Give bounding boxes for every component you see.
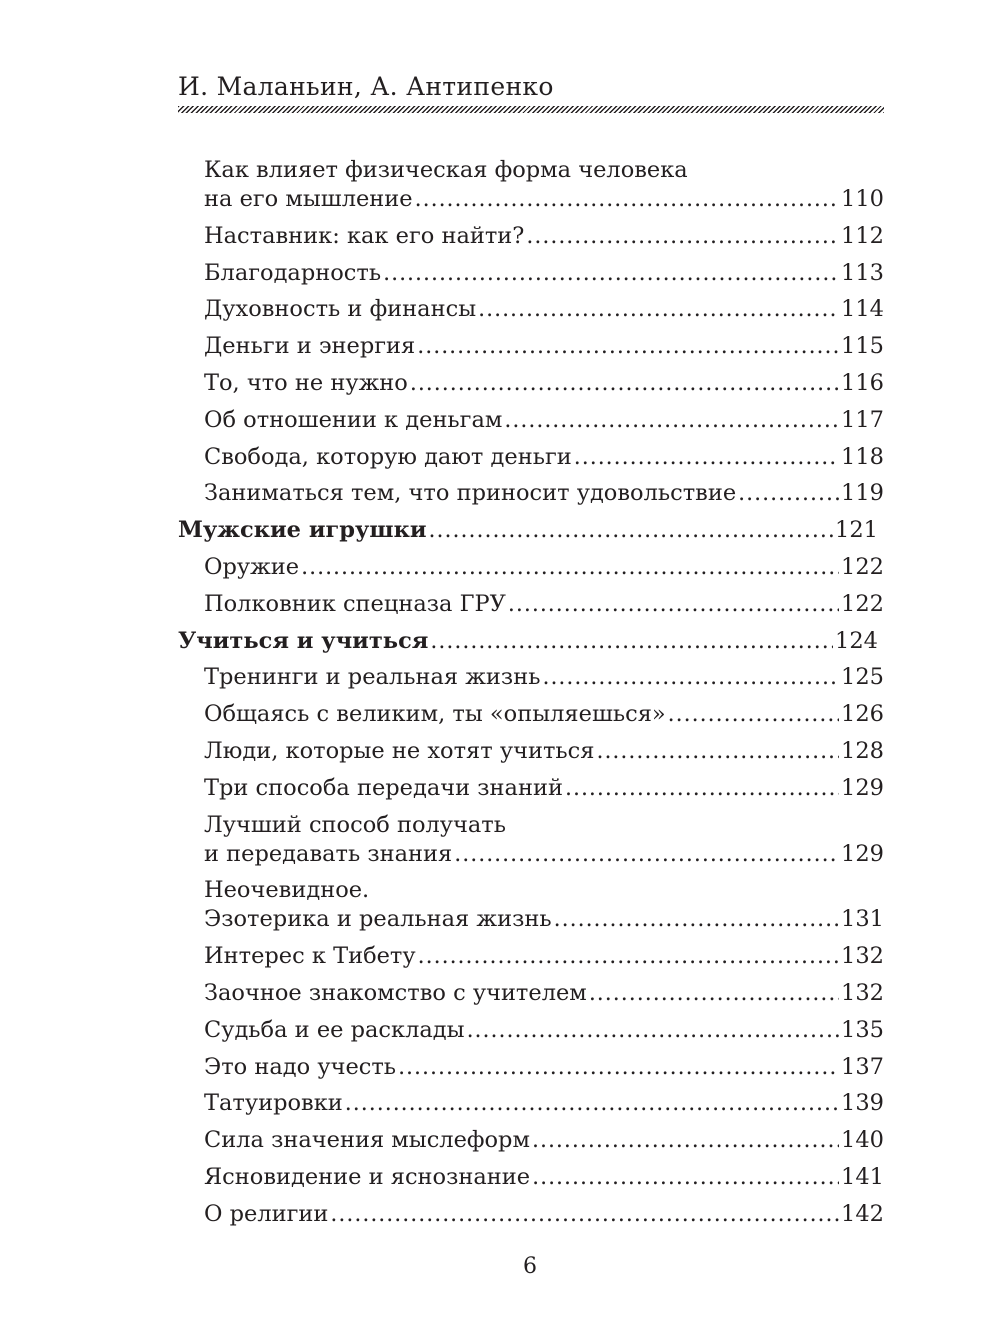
toc-entry-row xyxy=(204,332,884,361)
toc-entry-page: 126 xyxy=(841,701,884,728)
toc-entry-page: 137 xyxy=(841,1053,884,1080)
toc-entry-row xyxy=(204,942,884,971)
dot-leader xyxy=(330,1200,839,1229)
toc-entry-title: Три способа передачи знаний xyxy=(204,774,563,801)
dot-leader xyxy=(467,1016,839,1045)
toc-entry xyxy=(178,369,884,398)
toc-entry-title: То, что не нужно xyxy=(204,369,408,396)
toc-entry-title: Заниматься тем, что приносит удовольствие xyxy=(204,480,737,507)
toc-entry xyxy=(178,942,884,971)
toc-entry-title: Эзотерика и реальная жизнь xyxy=(204,906,552,933)
dot-leader xyxy=(429,516,834,545)
toc-entry-row xyxy=(204,1200,884,1229)
toc-entry-page: 131 xyxy=(841,906,884,933)
toc-entry-page: 117 xyxy=(841,406,884,433)
toc-entry-row xyxy=(204,1163,884,1192)
toc-entry-title: Об отношении к деньгам xyxy=(204,406,503,433)
toc-entry-row xyxy=(204,905,884,934)
toc-entry xyxy=(178,774,884,803)
toc-entry-page: 122 xyxy=(841,553,884,580)
toc-entry-row xyxy=(178,627,878,656)
dot-leader xyxy=(565,774,839,803)
toc-entry xyxy=(178,259,884,288)
toc-entry-row xyxy=(204,700,884,729)
toc-entry-title: Тренинги и реальная жизнь xyxy=(204,664,541,691)
toc-entry-title: Интерес к Тибету xyxy=(204,943,416,970)
toc-entry-page: 112 xyxy=(841,222,884,249)
toc-entry-page: 119 xyxy=(841,480,884,507)
toc-entry-row xyxy=(204,259,884,288)
toc-entry-title-line1: Лучший способ получать xyxy=(204,811,507,838)
toc-entry xyxy=(178,332,884,361)
toc-entry-row xyxy=(204,295,884,324)
toc-entry-page: 121 xyxy=(835,517,878,544)
toc-entry xyxy=(178,700,884,729)
dot-leader xyxy=(415,185,839,214)
dot-leader xyxy=(398,1053,839,1082)
toc-entry-row xyxy=(204,443,884,472)
toc-entry-row xyxy=(204,553,884,582)
toc-entry xyxy=(178,1126,884,1155)
toc-entry-title: Сила значения мыслеформ xyxy=(204,1127,530,1154)
toc-entry xyxy=(178,1053,884,1082)
header-rule xyxy=(178,106,884,113)
toc-entry-row xyxy=(204,737,884,766)
toc-entry xyxy=(178,1200,884,1229)
toc-entry xyxy=(178,979,884,1008)
toc-entry-title: Это надо учесть xyxy=(204,1053,397,1080)
toc-entry xyxy=(178,1016,884,1045)
toc-entry-page: 132 xyxy=(841,943,884,970)
page-number: 6 xyxy=(523,1254,537,1279)
toc-entry xyxy=(178,590,884,619)
toc-entry-title: на его мышление xyxy=(204,186,413,212)
dot-leader xyxy=(508,590,839,619)
toc-entry-page: 140 xyxy=(841,1127,884,1154)
toc-entry-title: Полковник спецназа ГРУ xyxy=(204,590,506,617)
toc-entry-title: Учиться и учиться xyxy=(178,627,429,654)
toc-entry-row xyxy=(204,774,884,803)
toc-entry-row xyxy=(204,369,884,398)
dot-leader xyxy=(554,905,839,934)
dot-leader xyxy=(418,942,839,971)
toc-entry xyxy=(178,811,884,869)
toc-entry-title: Общаясь с великим, ты «опыляешься» xyxy=(204,701,666,728)
dot-leader xyxy=(526,222,839,251)
toc-entry xyxy=(178,663,884,692)
toc-entry-title: Люди, которые не хотят учиться xyxy=(204,737,595,764)
toc-entry-title: Мужские игрушки xyxy=(178,517,427,544)
toc-entry-row xyxy=(204,1016,884,1045)
table-of-contents xyxy=(178,156,884,1237)
running-head: И. Маланьин, А. Антипенко xyxy=(178,72,554,101)
toc-entry-title: Наставник: как его найти? xyxy=(204,222,525,249)
toc-section-entry xyxy=(178,627,884,656)
dot-leader xyxy=(410,369,839,398)
toc-entry-row xyxy=(204,1053,884,1082)
toc-entry-page: 113 xyxy=(841,259,884,286)
toc-entry-title: Деньги и энергия xyxy=(204,333,416,360)
toc-entry-row xyxy=(204,840,884,869)
toc-entry-page: 125 xyxy=(841,664,884,691)
dot-leader xyxy=(738,479,839,508)
toc-entry-page: 128 xyxy=(841,737,884,764)
toc-entry xyxy=(178,222,884,251)
dot-leader xyxy=(532,1163,839,1192)
dot-leader xyxy=(589,979,839,1008)
toc-entry-page: 115 xyxy=(841,333,884,360)
toc-entry-title: Заочное знакомство с учителем xyxy=(204,979,587,1006)
toc-entry-row xyxy=(204,185,884,214)
toc-entry-page: 122 xyxy=(841,590,884,617)
toc-entry-title: Ясновидение и яснознание xyxy=(204,1163,531,1190)
toc-entry-row xyxy=(204,590,884,619)
toc-entry-title: Судьба и ее расклады xyxy=(204,1016,465,1043)
toc-entry xyxy=(178,295,884,324)
toc-entry-title: Оружие xyxy=(204,553,300,580)
toc-entry-row xyxy=(204,479,884,508)
dot-leader xyxy=(301,553,839,582)
toc-entry xyxy=(178,737,884,766)
toc-entry-row xyxy=(204,1089,884,1118)
toc-entry-title: Свобода, которую дают деньги xyxy=(204,443,572,470)
toc-entry-row xyxy=(204,222,884,251)
dot-leader xyxy=(532,1126,839,1155)
toc-entry-row xyxy=(204,1126,884,1155)
toc-entry-title-line1: Неочевидное. xyxy=(204,877,370,904)
toc-entry-page: 132 xyxy=(841,979,884,1006)
toc-entry-page: 135 xyxy=(841,1016,884,1043)
dot-leader xyxy=(417,332,839,361)
toc-entry-page: 114 xyxy=(841,296,884,323)
toc-entry-title: Духовность и финансы xyxy=(204,296,477,323)
toc-entry-page: 129 xyxy=(841,840,884,867)
toc-entry-page: 129 xyxy=(841,774,884,801)
toc-entry-row xyxy=(204,979,884,1008)
toc-entry xyxy=(178,1089,884,1118)
toc-entry xyxy=(178,553,884,582)
toc-entry-page: 116 xyxy=(841,369,884,396)
toc-entry-page: 139 xyxy=(841,1090,884,1117)
toc-entry-title: Татуировки xyxy=(204,1090,343,1117)
dot-leader xyxy=(383,259,839,288)
toc-entry-title: О религии xyxy=(204,1200,329,1227)
toc-entry-title: и передавать знания xyxy=(204,840,453,867)
dot-leader xyxy=(478,295,839,324)
toc-entry-row xyxy=(178,516,878,545)
toc-entry xyxy=(178,406,884,435)
toc-entry-page: 110 xyxy=(841,186,884,212)
toc-entry xyxy=(178,443,884,472)
dot-leader xyxy=(430,627,833,656)
toc-entry-row xyxy=(204,406,884,435)
toc-entry-title-line1: Как влияет физическая форма человека xyxy=(204,157,688,183)
toc-entry-page: 118 xyxy=(841,443,884,470)
dot-leader xyxy=(504,406,839,435)
dot-leader xyxy=(596,737,839,766)
dot-leader xyxy=(345,1089,839,1118)
toc-section-entry xyxy=(178,516,884,545)
toc-entry-title: Благодарность xyxy=(204,259,382,286)
dot-leader xyxy=(454,840,839,869)
dot-leader xyxy=(668,700,839,729)
toc-entry xyxy=(178,1163,884,1192)
toc-entry xyxy=(178,156,884,214)
dot-leader xyxy=(542,663,839,692)
dot-leader xyxy=(574,443,839,472)
toc-entry xyxy=(178,876,884,934)
toc-entry-page: 142 xyxy=(841,1200,884,1227)
toc-entry-page: 141 xyxy=(841,1163,884,1190)
toc-entry-page: 124 xyxy=(835,627,878,654)
toc-entry xyxy=(178,479,884,508)
toc-entry-row xyxy=(204,663,884,692)
